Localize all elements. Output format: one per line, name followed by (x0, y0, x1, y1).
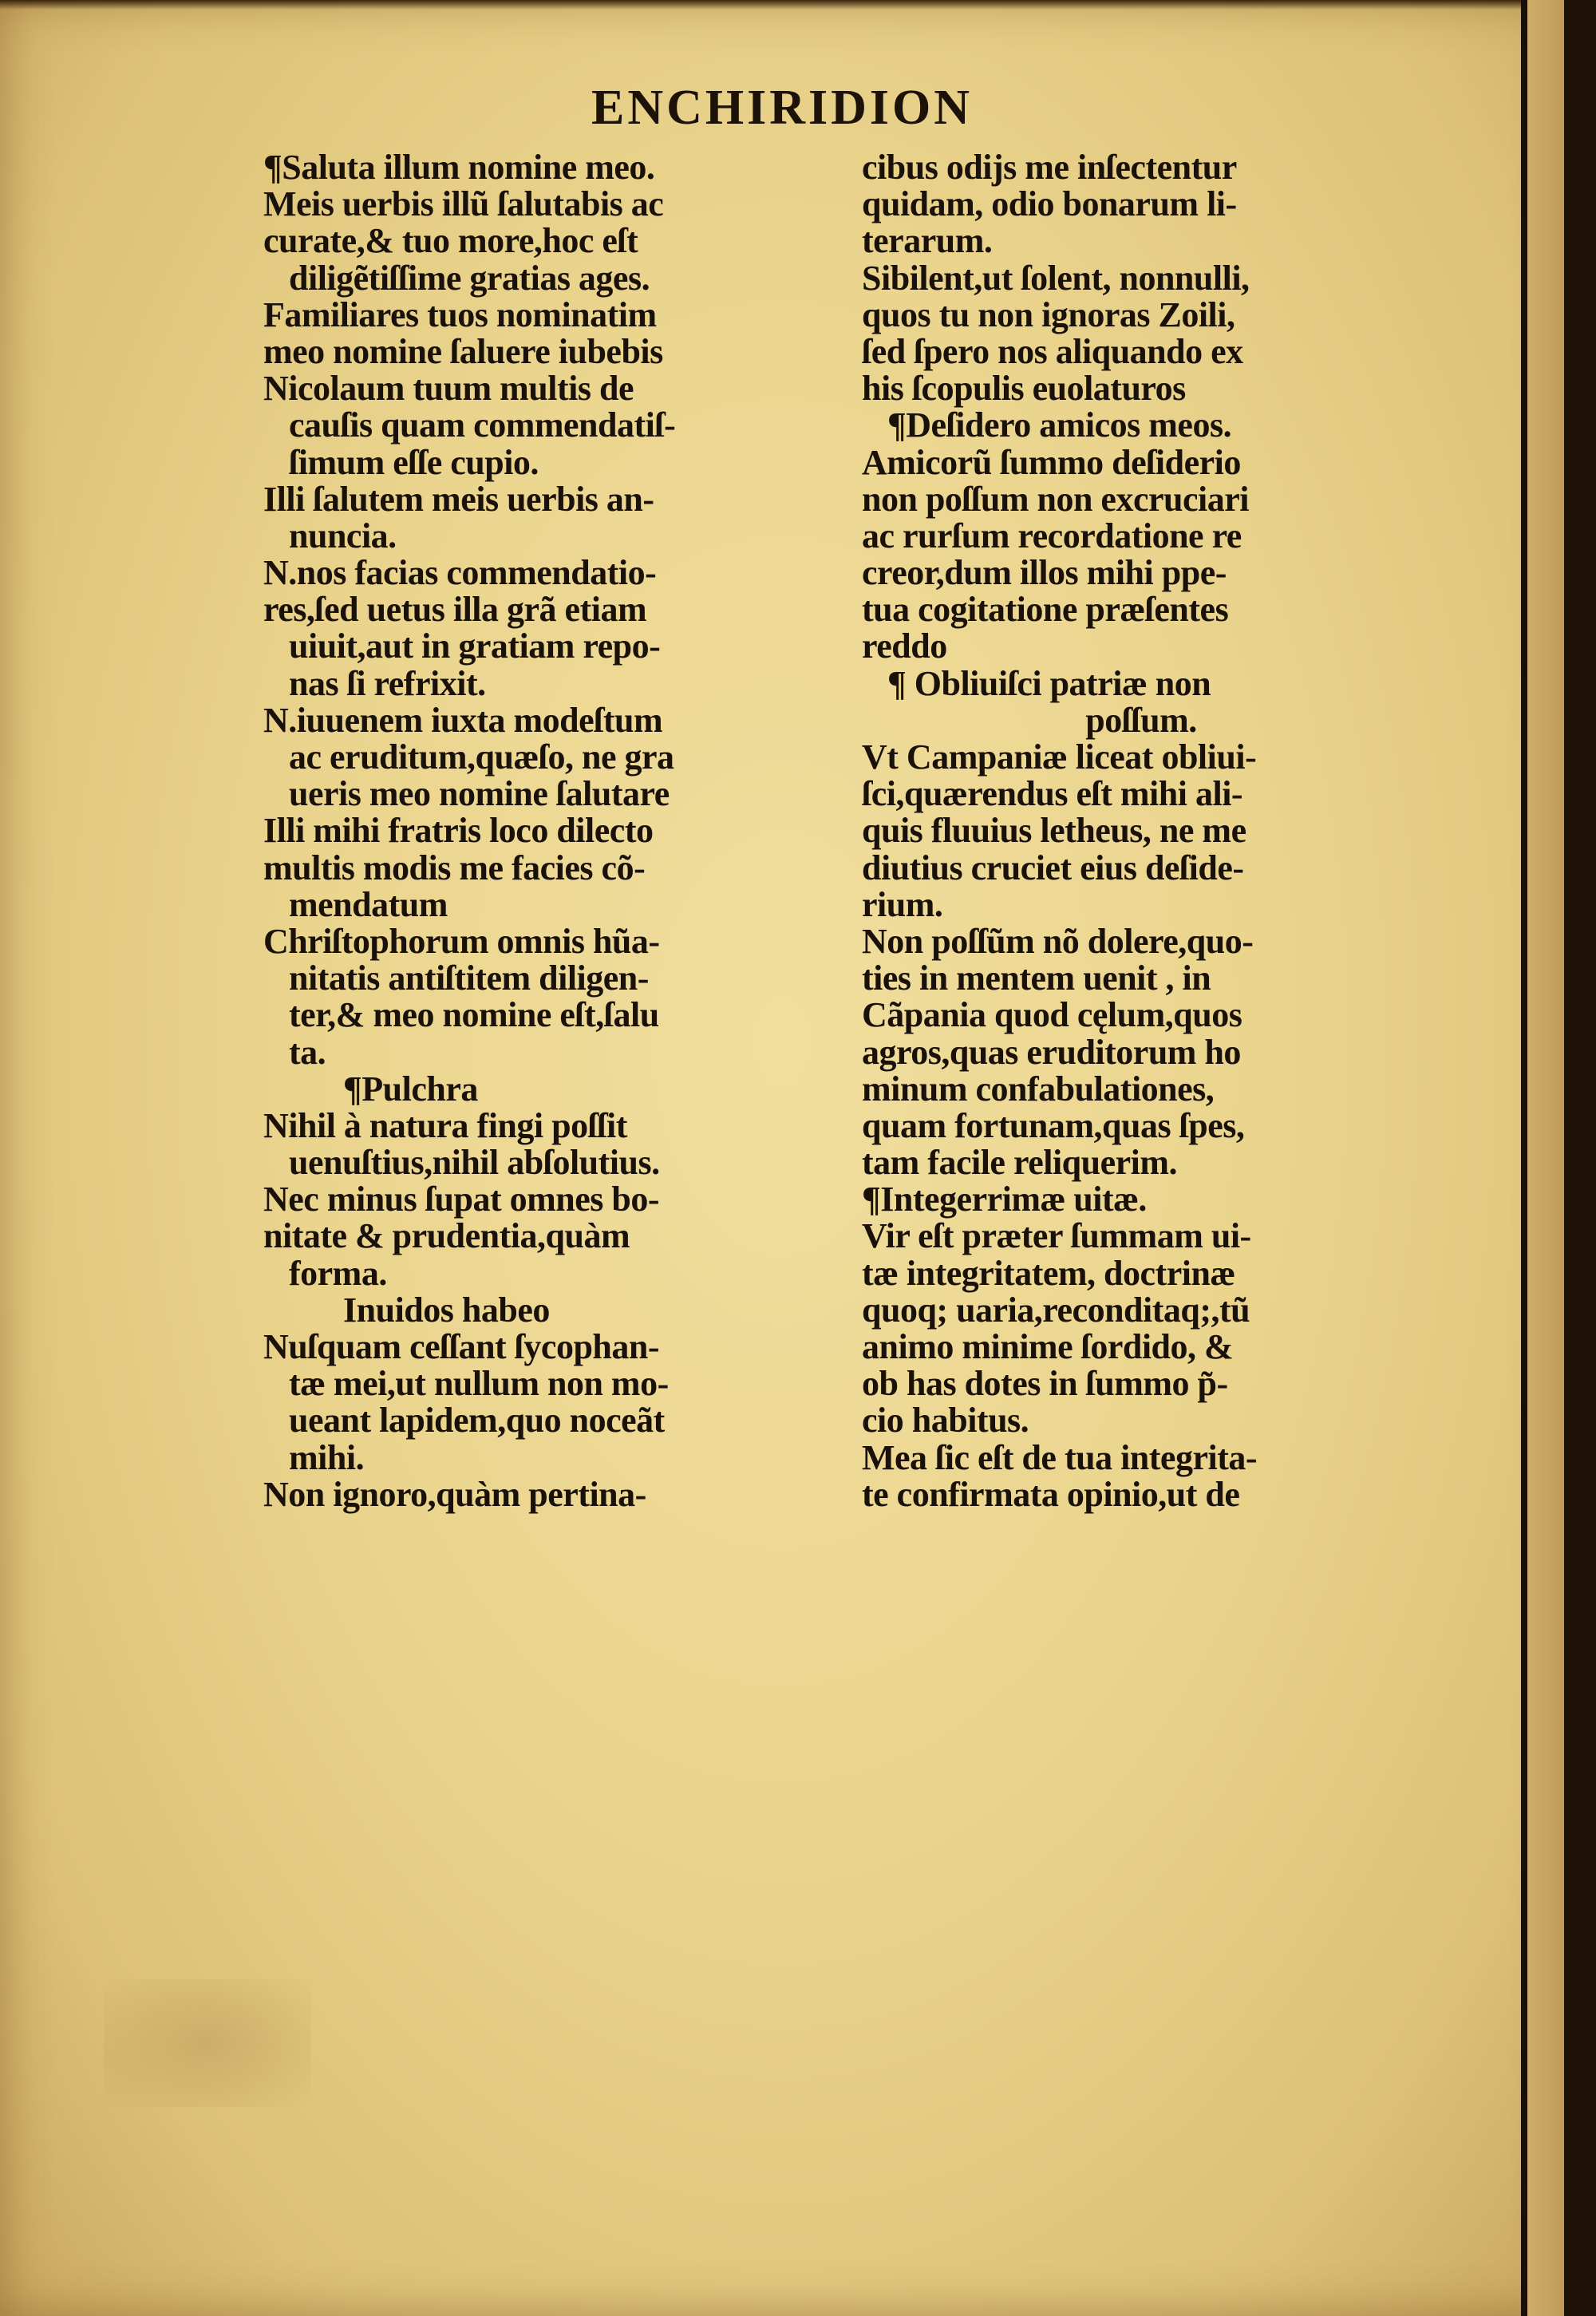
text-line: ſci,quærendus eſt mihi ali- (862, 774, 1243, 814)
text-line: ac eruditum,quæſo, ne gra (289, 737, 674, 777)
text-line: ueant lapidem,quo noceãt (289, 1401, 665, 1441)
text-line: uiuit,aut in gratiam repo- (289, 626, 661, 666)
text-line: ¶Integerrimæ uitæ. (862, 1180, 1147, 1219)
text-line: mihi. (289, 1437, 365, 1477)
text-line: Non poſſũm nõ dolere,quo- (862, 921, 1254, 961)
text-line: nitate & prudentia,quàm (263, 1216, 630, 1256)
text-line: rium. (862, 884, 943, 924)
text-line: nas ſi refrixit. (289, 663, 486, 703)
text-line: his ſcopulis euolaturos (862, 369, 1186, 409)
text-line: ſed ſpero nos aliquando ex (862, 331, 1243, 371)
text-line: animo minime ſordido, & (862, 1327, 1234, 1366)
text-line: Nicolaum tuum multis de (263, 369, 634, 409)
text-line: ¶ Obliuiſci patriæ non (887, 663, 1211, 703)
text-line: Familiares tuos nominatim (263, 294, 657, 334)
right-column (862, 149, 1420, 1513)
text-line: ties in mentem uenit , in (862, 958, 1211, 998)
text-line: Cãpania quod cęlum,quos (862, 995, 1242, 1035)
text-line: ta. (289, 1032, 326, 1072)
text-line: meo nomine ſaluere iubebis (263, 331, 663, 371)
text-line: Chriſtophorum omnis hũa- (263, 921, 660, 961)
text-line: res,ſed uetus illa grã etiam (263, 590, 647, 630)
text-line: mendatum (289, 884, 448, 924)
text-line: tua cogitatione præſentes (862, 590, 1229, 630)
text-line: nuncia. (289, 516, 397, 555)
text-line: agros,quas eruditorum ho (862, 1032, 1241, 1072)
text-line: reddo (862, 626, 947, 666)
text-line: ueris meo nomine ſalutare (289, 774, 670, 814)
text-line: Illi ſalutem meis uerbis an- (263, 479, 654, 519)
text-line: terarum. (862, 221, 993, 261)
text-line: te confirmata opinio,ut de (862, 1474, 1240, 1514)
text-line: uenuſtius,nihil abſolutius. (289, 1143, 660, 1183)
text-line: diutius cruciet eius deſide- (862, 848, 1244, 887)
text-line: cauſis quam commendatiſ- (289, 405, 676, 445)
text-line: ac rurſum recordatione re (862, 516, 1242, 555)
text-line: Sibilent,ut ſolent, nonnulli, (862, 258, 1250, 298)
text-line: tam facile reliquerim. (862, 1143, 1178, 1183)
text-line: Nuſquam ceſſant ſycophan- (263, 1327, 660, 1366)
text-line: quis fluuius letheus, ne me (862, 811, 1246, 851)
text-line: Vir eſt præter ſummam ui- (862, 1216, 1251, 1256)
text-line: non poſſum non excruciari (862, 479, 1249, 519)
text-line: quos tu non ignoras Zoili, (862, 294, 1235, 334)
text-line: curate,& tuo more,hoc eſt (263, 221, 638, 261)
text-line: cibus odijs me inſectentur (862, 148, 1237, 187)
text-line: Non ignoro,quàm pertina- (263, 1474, 646, 1514)
text-line: N.nos facias commendatio- (263, 553, 657, 593)
text-line: Nihil à natura fingi poſſit (263, 1105, 627, 1145)
page-edge-line (1521, 0, 1527, 2316)
text-line: Inuidos habeo (343, 1290, 550, 1330)
text-line: N.iuuenem iuxta modeſtum (263, 700, 663, 740)
text-line: Meis uerbis illũ ſalutabis ac (263, 184, 664, 224)
text-line: quidam, odio bonarum li- (862, 184, 1237, 224)
text-line: ¶Deſidero amicos meos. (887, 405, 1232, 445)
text-line: tæ integritatem, doctrinæ (862, 1253, 1235, 1293)
text-line: quam fortunam,quas ſpes, (862, 1105, 1245, 1145)
paper-stain (104, 1979, 311, 2107)
text-line: Amicorũ ſummo deſiderio (862, 442, 1241, 482)
adjacent-page-edge (1527, 0, 1564, 2316)
text-line: multis modis me facies cõ- (263, 848, 646, 887)
text-line: nitatis antiſtitem diligen- (289, 958, 649, 998)
text-line: ſimum eſſe cupio. (289, 442, 539, 482)
text-line: quoq; uaria,reconditaq;,tũ (862, 1290, 1250, 1330)
text-line: ¶Saluta illum nomine meo. (263, 148, 655, 187)
text-line: creor,dum illos mihi ppe- (862, 553, 1227, 593)
text-line: Mea ſic eſt de tua integrita- (862, 1437, 1258, 1477)
text-line: ter,& meo nomine eſt,ſalu (289, 995, 659, 1035)
text-line: Illi mihi fratris loco dilecto (263, 811, 654, 851)
text-line: Vt Campaniæ liceat obliui- (862, 737, 1257, 777)
text-line: minum confabulationes, (862, 1069, 1215, 1109)
text-line: cio habitus. (862, 1401, 1029, 1441)
text-line: diligẽtiſſime gratias ages. (289, 258, 650, 298)
left-column (263, 149, 822, 1513)
text-line: tæ mei,ut nullum non mo- (289, 1364, 669, 1404)
text-line: forma. (289, 1253, 387, 1293)
text-line: ob has dotes in ſummo p̃- (862, 1364, 1228, 1404)
text-line: Nec minus ſupat omnes bo- (263, 1180, 659, 1219)
running-head: ENCHIRIDION (591, 81, 974, 135)
text-line: poſſum. (1085, 700, 1197, 740)
page-top-edge (0, 0, 1564, 10)
text-line: ¶Pulchra (343, 1069, 478, 1109)
